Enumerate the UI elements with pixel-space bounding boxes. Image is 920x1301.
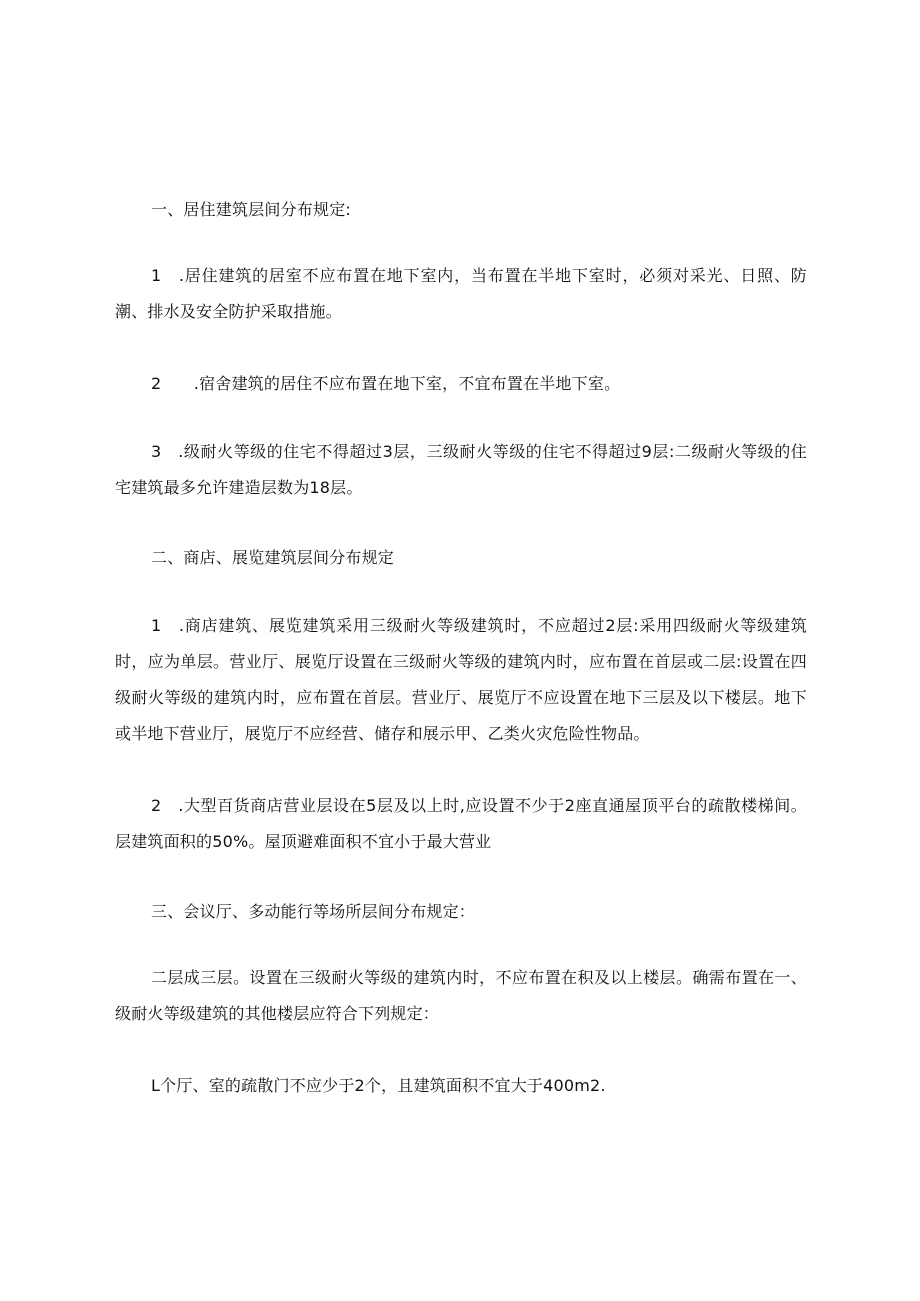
section-2-item-1: 1 .商店建筑、展览建筑采用三级耐火等级建筑时，不应超过2层:采用四级耐火等级建筑时，应为单层。营业厅、展览厅设置在三级耐火等级的建筑内时，应布置在首层或二层:设置在四级耐火等级的建筑内时，应布置在首层。营业厅、展览厅不应设置在地下三层及以下楼层。地下或半地下营业厅，展览厅不应经营、储存和展示甲、乙类火灾危险性物品。 [115, 616, 807, 743]
section-1-item-1: 1 .居住建筑的居室不应布置在地下室内，当布置在半地下室时，必须对采光、日照、防潮、排水及安全防护采取措施。 [115, 266, 807, 321]
section-3-item-1: L个厅、室的疏散门不应少于2个，且建筑面积不宜大于400m2. [151, 1076, 606, 1095]
section-1-item-2: 2 .宿舍建筑的居住不应布置在地下室，不宜布置在半地下室。 [151, 374, 621, 393]
section-3-paragraph: 二层成三层。设置在三级耐火等级的建筑内时，不应布置在积及以上楼层。确需布置在一、级耐火等级建筑的其他楼层应符合下列规定： [115, 968, 807, 1023]
section-1-heading: 一、居住建筑层间分布规定: [151, 200, 351, 219]
section-3-heading: 三、会议厅、多动能行等场所层间分布规定： [151, 902, 476, 921]
section-1-item-3: 3 .级耐火等级的住宅不得超过3层，三级耐火等级的住宅不得超过9层:二级耐火等级的住宅建筑最多允许建造层数为18层。 [115, 442, 807, 497]
section-2-heading: 二、商店、展览建筑层间分布规定 [151, 548, 395, 567]
section-2-item-2: 2 .大型百货商店营业层设在5层及以上时,应设置不少于2座直通屋顶平台的疏散楼梯间。层建筑面积的50%。屋顶避难面积不宜小于最大营业 [115, 796, 807, 851]
